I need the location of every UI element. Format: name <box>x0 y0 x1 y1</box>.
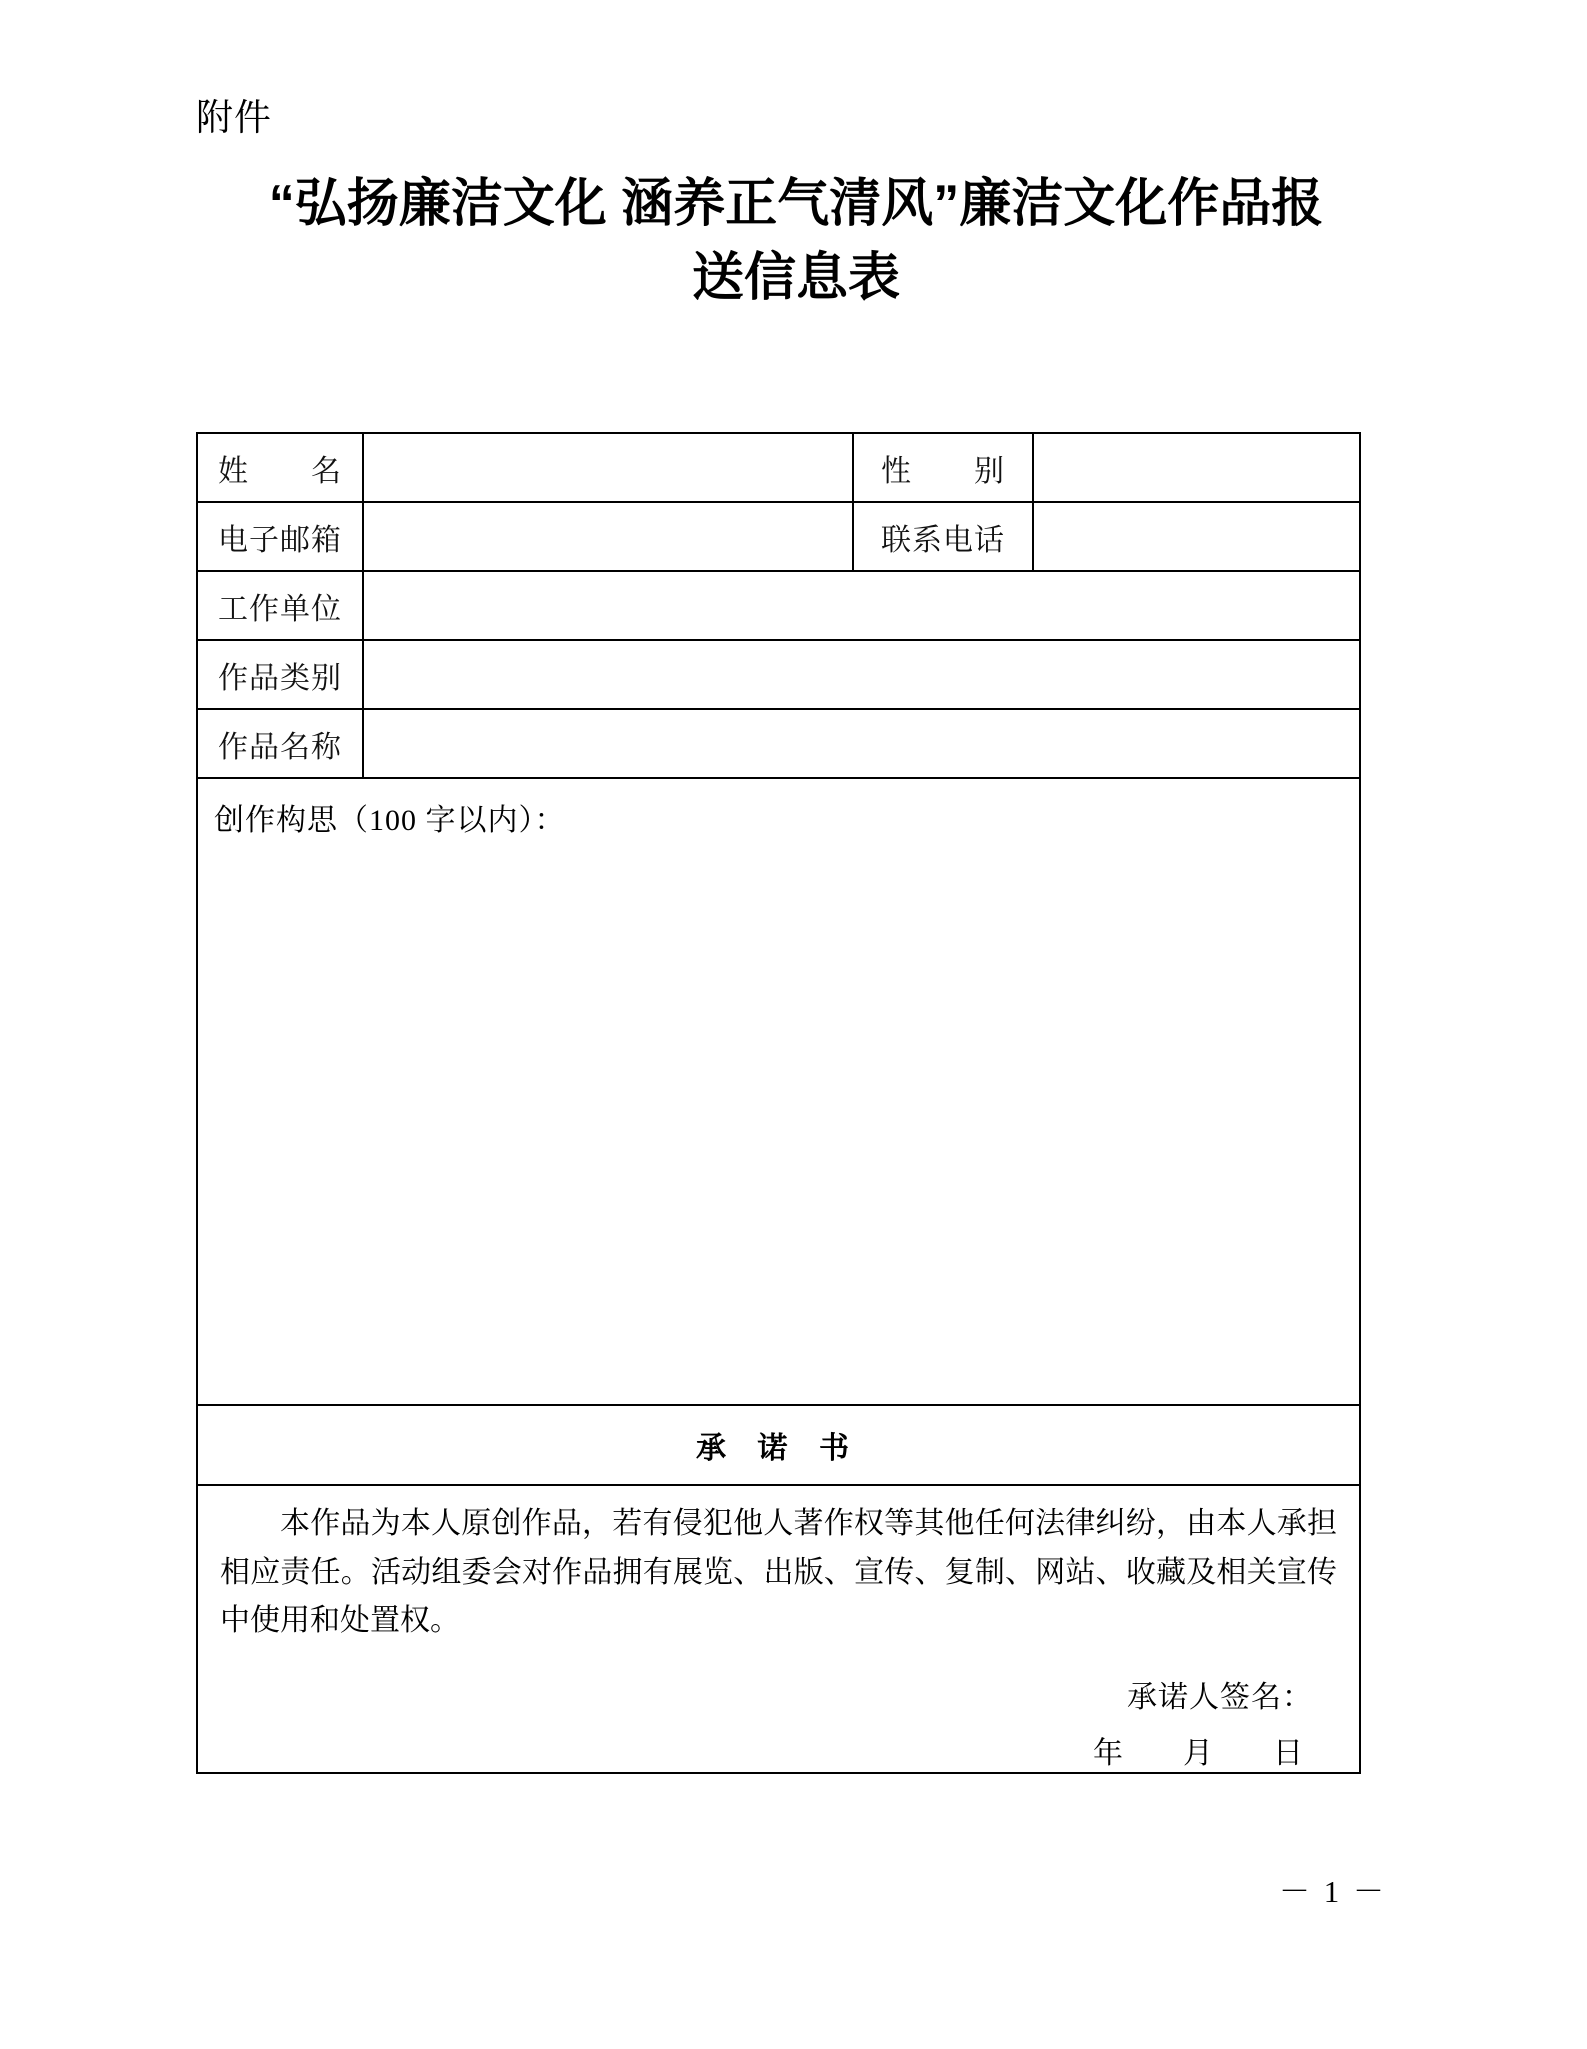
pledge-cell <box>197 1485 1360 1773</box>
table-row <box>197 709 1360 778</box>
signature-label[interactable]: 承诺人签名： <box>1127 1680 1313 1714</box>
attachment-label: 附件 <box>196 97 272 138</box>
label-work-category: 作品类别 <box>197 640 363 709</box>
field-gender[interactable] <box>1033 433 1360 502</box>
page-title-line-2: 送信息表 <box>691 248 900 307</box>
table-row <box>197 433 1360 502</box>
field-name[interactable] <box>363 433 853 502</box>
table-row-pledge-body <box>197 1485 1360 1773</box>
pledge-title: 承 诺 书 <box>197 1405 1360 1485</box>
field-email[interactable] <box>363 502 853 571</box>
table-row-pledge-title <box>197 1405 1360 1485</box>
label-email: 电子邮箱 <box>197 502 363 571</box>
label-name: 姓 名 <box>197 433 363 502</box>
label-work-unit: 工作单位 <box>197 571 363 640</box>
table-row <box>197 640 1360 709</box>
submission-info-table <box>196 432 1361 1774</box>
pledge-body-text: 本作品为本人原创作品，若有侵犯他人著作权等其他任何法律纠纷，由本人承担相应责任。活动组委会对作品拥有展览、出版、宣传、复制、网站、收藏及相关宣传中使用和处置权。 <box>220 1507 1337 1638</box>
field-work-unit[interactable] <box>363 571 1360 640</box>
page-title-line-1: “弘扬廉洁文化 涵养正气清风”廉洁文化作品报 <box>268 175 1324 233</box>
table-row <box>197 502 1360 571</box>
page-title <box>186 168 1406 316</box>
label-work-title: 作品名称 <box>197 709 363 778</box>
label-gender: 性 别 <box>853 433 1033 502</box>
field-work-category[interactable] <box>363 640 1360 709</box>
creative-idea-cell[interactable] <box>197 778 1360 1405</box>
table-row <box>197 571 1360 640</box>
table-row-creative-idea <box>197 778 1360 1405</box>
field-phone[interactable] <box>1033 502 1360 571</box>
field-work-title[interactable] <box>363 709 1360 778</box>
page-number: － 1 － <box>1279 1874 1387 1909</box>
label-phone: 联系电话 <box>853 502 1033 571</box>
creative-idea-label: 创作构思（100 字以内）： <box>214 804 566 837</box>
date-label[interactable]: 年 月 日 <box>1093 1736 1303 1770</box>
